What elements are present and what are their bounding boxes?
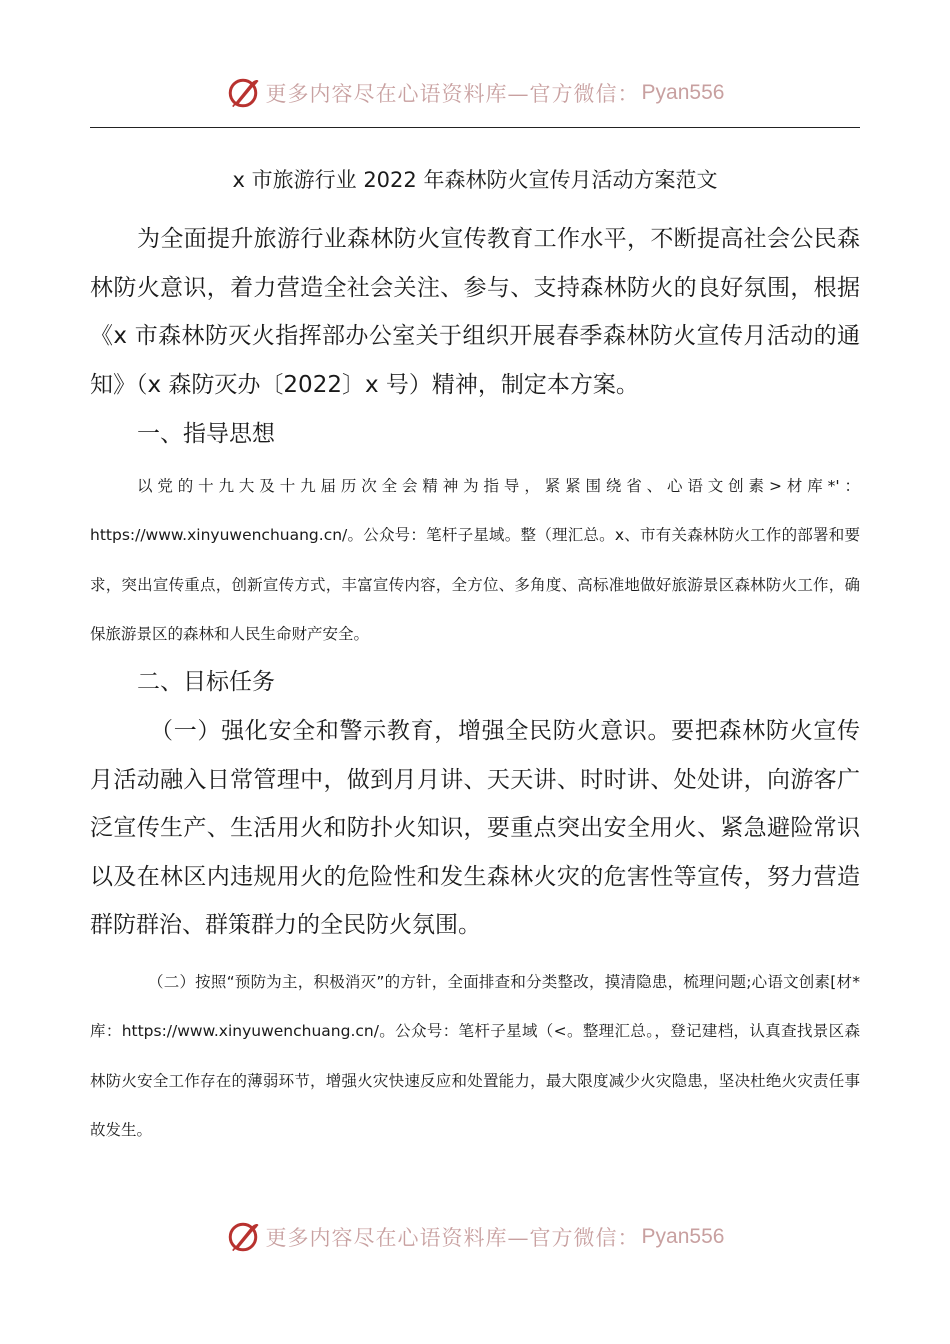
banner-wechat-id: Pyan556 (641, 81, 725, 104)
header-banner (0, 73, 950, 113)
quill-pen-logo-icon (226, 76, 260, 110)
guiding-ideology-paragraph: 以党的十九大及十九届历次全会精神为指导，紧紧围绕省、心语文创素>材库*'：https://www.xinyuwenchuang.cn/。公众号：笔杆子星域。整（理汇总。x、市有关森林防火工作的部署和要求，突出宣传重点，创新宣传方式，丰富宣传内容，全方位、多角度、高标准地做好旅游景区森林防火工作，确保旅游景区的森林和人民生命财产安全。 (90, 477, 860, 643)
section-heading-goals-tasks: 二、目标任务 (137, 669, 275, 695)
goals-item-1-paragraph: （一）强化安全和警示教育，增强全民防火意识。要把森林防火宣传月活动融入日常管理中，做到月月讲、天天讲、时时讲、处处讲，向游客广泛宣传生产、生活用火和防扑火知识，要重点突出安全用火、紧急避险常识以及在林区内违规用火的危险性和发生森林火灾的危害性等宣传，努力营造群防群治、群策群力的全民防火氛围。 (90, 718, 860, 938)
document-title: x 市旅游行业 2022 年森林防火宣传月活动方案范文 (232, 168, 718, 192)
section-heading-guiding-ideology: 一、指导思想 (137, 421, 275, 447)
banner-text: 更多内容尽在心语资料库—官方微信： (265, 1226, 640, 1250)
intro-paragraph: 为全面提升旅游行业森林防火宣传教育工作水平，不断提高社会公民森林防火意识，着力营造全社会关注、参与、支持森林防火的良好氛围，根据《x 市森林防灭火指挥部办公室关于组织开展春季森林防火宣传月活动的通知》（x 森防灭办〔2022〕x 号）精神，制定本方案。 (90, 226, 860, 398)
footer-banner (0, 1217, 950, 1257)
quill-pen-logo-icon (226, 1220, 260, 1254)
header-rule (90, 127, 860, 128)
goals-item-2-paragraph: （二）按照“预防为主，积极消灭”的方针，全面排查和分类整改，摸清隐患，梳理问题;心语文创素[材*库：https://www.xinyuwenchuang.cn/。公众号：笔杆子星域（<。整理汇总。，登记建档，认真查找景区森林防火安全工作存在的薄弱环节，增强火灾快速反应和处置能力，最大限度减少火灾隐患，坚决杜绝火灾责任事故发生。 (90, 973, 860, 1139)
banner-wechat-id: Pyan556 (641, 1225, 725, 1248)
banner-text: 更多内容尽在心语资料库—官方微信： (265, 82, 640, 106)
